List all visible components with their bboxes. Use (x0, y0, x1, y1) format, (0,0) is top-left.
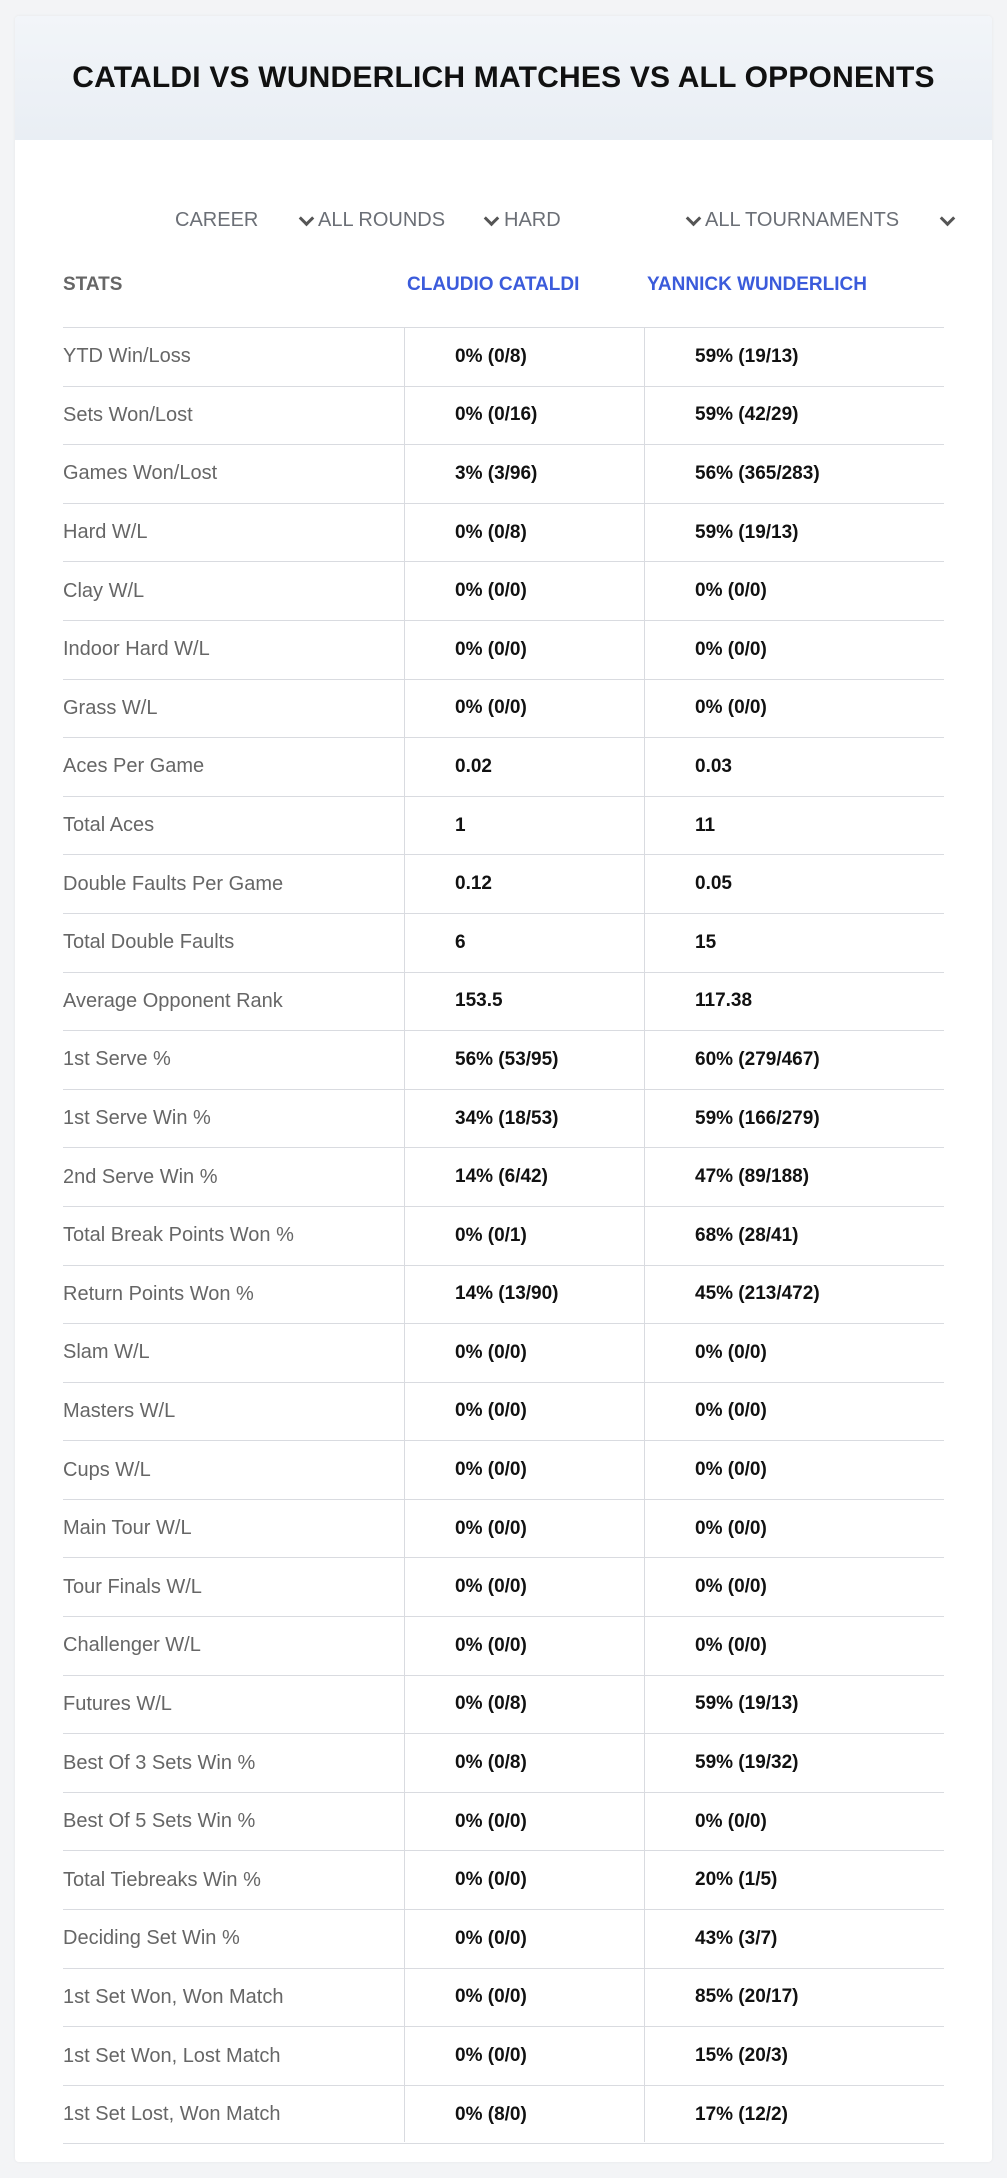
player2-value: 0% (0/0) (695, 1459, 767, 1481)
period-select-value: CAREER (175, 208, 259, 231)
stat-label: Challenger W/L (63, 1634, 201, 1657)
stat-label: Aces Per Game (63, 755, 205, 778)
player2-value: 0% (0/0) (695, 1341, 767, 1363)
table-row (63, 504, 944, 563)
table-body (63, 328, 944, 2144)
chevron-down-icon (685, 212, 701, 228)
table-row (63, 1090, 944, 1149)
player1-value: 1 (455, 814, 466, 836)
chevron-down-icon (483, 212, 499, 228)
stat-label: Sets Won/Lost (63, 403, 193, 426)
player1-value: 0% (0/16) (455, 404, 538, 426)
stat-label: 1st Serve % (63, 1048, 171, 1071)
stat-label: Tour Finals W/L (63, 1575, 202, 1598)
player2-value: 59% (19/13) (695, 345, 799, 367)
player1-value: 0% (0/0) (455, 1634, 527, 1656)
surface-select[interactable] (504, 192, 701, 248)
table-row (63, 2027, 944, 2086)
table-row (63, 1969, 944, 2028)
stat-label: Total Tiebreaks Win % (63, 1868, 261, 1891)
player1-value: 0% (0/0) (455, 1927, 527, 1949)
player2-value: 0% (0/0) (695, 697, 767, 719)
player2-value: 0% (0/0) (695, 1634, 767, 1656)
table-header (63, 248, 944, 328)
table-row (63, 562, 944, 621)
player1-value: 0% (0/1) (455, 1224, 527, 1246)
player1-value: 0% (0/0) (455, 1869, 527, 1891)
player2-value: 20% (1/5) (695, 1869, 778, 1891)
stat-label: Grass W/L (63, 696, 158, 719)
table-row (63, 1324, 944, 1383)
stat-label: 1st Set Lost, Won Match (63, 2103, 281, 2126)
table-row (63, 1676, 944, 1735)
player1-value: 6 (455, 931, 466, 953)
player2-value: 60% (279/467) (695, 1048, 820, 1070)
player2-value: 47% (89/188) (695, 1166, 810, 1188)
table-row (63, 1910, 944, 1969)
player2-value: 0% (0/0) (695, 1576, 767, 1598)
player2-value: 59% (166/279) (695, 1107, 820, 1129)
table-row (63, 1851, 944, 1910)
player2-value: 43% (3/7) (695, 1927, 778, 1949)
player1-value: 0% (0/0) (455, 580, 527, 602)
stat-label: Total Double Faults (63, 931, 235, 954)
table-row (63, 1441, 944, 1500)
player2-value: 59% (19/13) (695, 1693, 799, 1715)
stat-label: 1st Serve Win % (63, 1107, 211, 1130)
stat-label: Slam W/L (63, 1341, 150, 1364)
player2-value: 59% (19/32) (695, 1752, 799, 1774)
table-row (63, 680, 944, 739)
player1-value: 56% (53/95) (455, 1048, 559, 1070)
stat-label: Games Won/Lost (63, 462, 218, 485)
round-select-value: ALL ROUNDS (318, 208, 446, 231)
table-row (63, 1266, 944, 1325)
table-row (63, 1617, 944, 1676)
round-select[interactable] (318, 192, 499, 248)
stat-label: Masters W/L (63, 1399, 176, 1422)
stat-label: Main Tour W/L (63, 1517, 192, 1540)
stat-label: Clay W/L (63, 579, 145, 602)
stat-label: Indoor Hard W/L (63, 638, 210, 661)
player2-value: 56% (365/283) (695, 462, 820, 484)
player1-value: 0% (0/0) (455, 1576, 527, 1598)
stats-card (15, 16, 992, 2162)
table-row (63, 1383, 944, 1442)
stat-label: Deciding Set Win % (63, 1927, 240, 1950)
stat-label: Double Faults Per Game (63, 872, 284, 895)
chevron-down-icon (298, 212, 314, 228)
stat-label: 1st Set Won, Lost Match (63, 2044, 281, 2067)
player2-value: 68% (28/41) (695, 1224, 799, 1246)
tournament-select-value: ALL TOURNAMENTS (705, 208, 900, 231)
page-title: CATALDI VS WUNDERLICH MATCHES VS ALL OPPONENTS (72, 61, 935, 94)
stat-label: Futures W/L (63, 1692, 172, 1715)
player1-value: 0.02 (455, 755, 492, 777)
player1-value: 14% (6/42) (455, 1166, 548, 1188)
filter-bar (15, 192, 992, 248)
stat-label: Average Opponent Rank (63, 989, 283, 1012)
column-divider (644, 328, 645, 2142)
table-row (63, 328, 944, 387)
player2-value: 85% (20/17) (695, 1986, 799, 2008)
table-row (63, 1148, 944, 1207)
stat-label: Total Break Points Won % (63, 1224, 294, 1247)
player2-value: 0% (0/0) (695, 1400, 767, 1422)
player1-value: 0% (8/0) (455, 2103, 527, 2125)
table-row (63, 1500, 944, 1559)
player1-value: 0% (0/0) (455, 638, 527, 660)
player1-value: 14% (13/90) (455, 1283, 559, 1305)
table-row (63, 1793, 944, 1852)
player2-value: 0.03 (695, 755, 732, 777)
table-row (63, 855, 944, 914)
table-row (63, 738, 944, 797)
player1-value: 0% (0/0) (455, 1986, 527, 2008)
stat-label: 2nd Serve Win % (63, 1165, 218, 1188)
player1-value: 0% (0/0) (455, 2045, 527, 2067)
stat-label: YTD Win/Loss (63, 345, 191, 368)
stat-label: Best Of 3 Sets Win % (63, 1751, 256, 1774)
table-row (63, 445, 944, 504)
player1-value: 0% (0/0) (455, 1341, 527, 1363)
table-row (63, 1031, 944, 1090)
table-row (63, 973, 944, 1032)
player1-value: 0% (0/0) (455, 1810, 527, 1832)
player1-value: 34% (18/53) (455, 1107, 559, 1129)
player1-value: 0% (0/0) (455, 697, 527, 719)
table-row (63, 797, 944, 856)
tournament-select[interactable] (705, 192, 955, 248)
player1-value: 153.5 (455, 990, 503, 1012)
player2-value: 0% (0/0) (695, 580, 767, 602)
player1-value: 0% (0/0) (455, 1517, 527, 1539)
stat-label: Total Aces (63, 814, 155, 837)
table-row (63, 621, 944, 680)
period-select[interactable] (175, 192, 314, 248)
stat-label: Hard W/L (63, 521, 148, 544)
player2-value: 11 (695, 814, 716, 836)
stats-column-header: STATS (63, 274, 123, 295)
table-row (63, 2086, 944, 2145)
player1-value: 0% (0/8) (455, 345, 527, 367)
table-row (63, 914, 944, 973)
player1-column-header[interactable]: CLAUDIO CATALDI (407, 274, 580, 295)
player1-value: 0.12 (455, 873, 492, 895)
table-row (63, 1734, 944, 1793)
player2-value: 15% (20/3) (695, 2045, 788, 2067)
column-divider (404, 328, 405, 2142)
chevron-down-icon (939, 212, 955, 228)
stat-label: 1st Set Won, Won Match (63, 1985, 284, 2008)
player2-value: 59% (19/13) (695, 521, 799, 543)
player2-value: 117.38 (695, 990, 753, 1012)
player1-value: 0% (0/0) (455, 1400, 527, 1422)
player1-value: 0% (0/0) (455, 1459, 527, 1481)
table-row (63, 387, 944, 446)
player1-value: 0% (0/8) (455, 1752, 527, 1774)
player2-value: 0% (0/0) (695, 1810, 767, 1832)
player2-value: 0% (0/0) (695, 1517, 767, 1539)
stats-table (63, 248, 944, 2144)
stat-label: Best Of 5 Sets Win % (63, 1810, 256, 1833)
player2-column-header[interactable]: YANNICK WUNDERLICH (647, 274, 867, 295)
player1-value: 0% (0/8) (455, 1693, 527, 1715)
player2-value: 17% (12/2) (695, 2103, 788, 2125)
player2-value: 0% (0/0) (695, 638, 767, 660)
player2-value: 45% (213/472) (695, 1283, 820, 1305)
table-row (63, 1207, 944, 1266)
player1-value: 0% (0/8) (455, 521, 527, 543)
stat-label: Return Points Won % (63, 1282, 254, 1305)
surface-select-value: HARD (504, 208, 561, 231)
player2-value: 59% (42/29) (695, 404, 799, 426)
player2-value: 15 (695, 931, 717, 953)
page-header (15, 16, 992, 140)
stat-label: Cups W/L (63, 1458, 151, 1481)
player2-value: 0.05 (695, 873, 732, 895)
table-row (63, 1558, 944, 1617)
player1-value: 3% (3/96) (455, 462, 538, 484)
